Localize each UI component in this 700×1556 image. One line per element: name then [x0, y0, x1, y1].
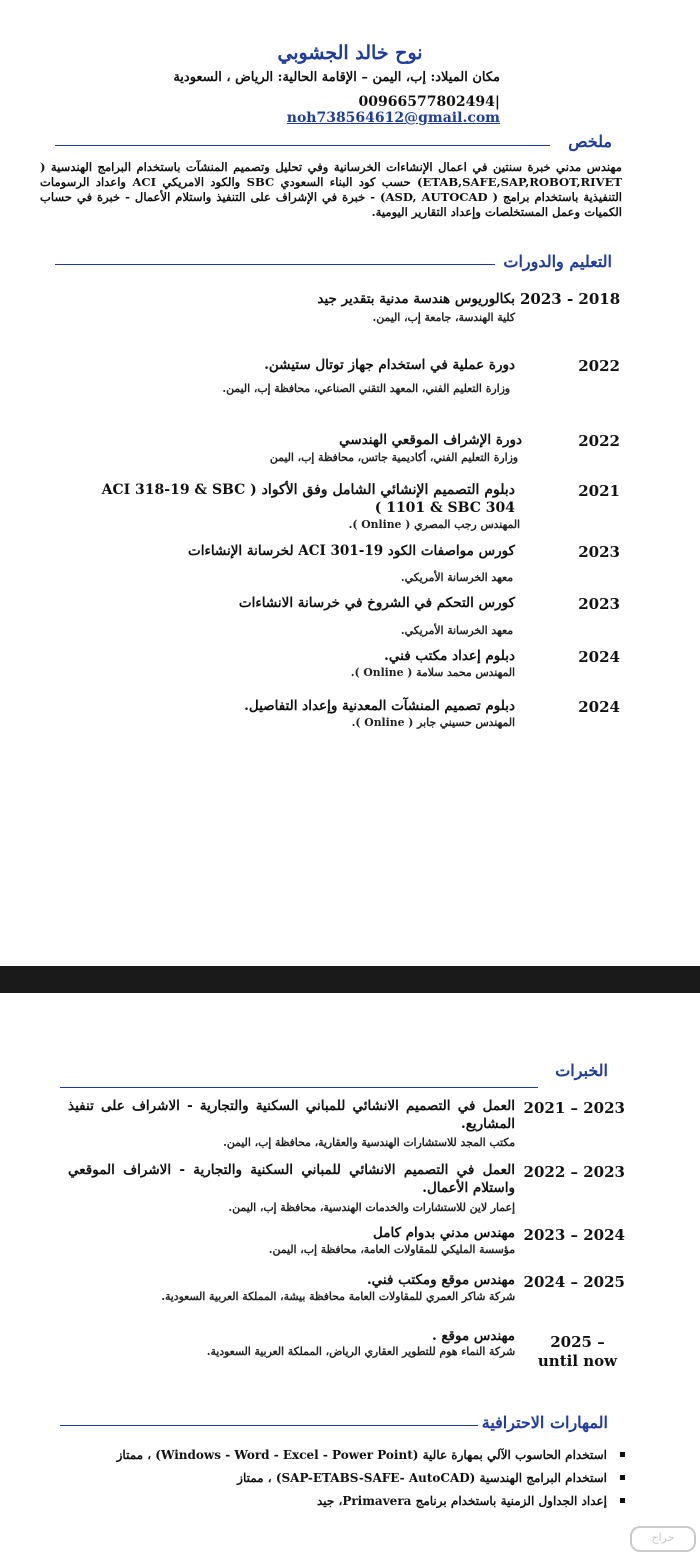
summary-heading: ملخص [568, 132, 612, 151]
skills-rule [60, 1425, 478, 1426]
edu-year: 2023 [578, 543, 620, 561]
edu-year: 2022 [578, 432, 620, 450]
exp-sub: شركة شاكر العمري للمقاولات العامة محافظة بيشة، المملكة العربية السعودية. [161, 1290, 515, 1303]
edu-year: 2024 [578, 648, 620, 666]
email-link[interactable]: noh738564612@gmail.com [286, 110, 500, 126]
exp-title: العمل في التصميم الانشائي للمباني السكنية والتجارية - الاشراف على تنفيذ المشاريع. [68, 1098, 515, 1132]
bullet-icon [620, 1498, 625, 1503]
contact-line [150, 94, 500, 126]
watermark-logo: حراج [630, 1526, 696, 1552]
edu-title: كورس مواصفات الكود ACI 301-19 لخرسانة الإنشاءات [188, 543, 515, 559]
experience-heading: الخبرات [555, 1061, 608, 1080]
bullet-icon [620, 1475, 625, 1480]
edu-title: دبلوم التصميم الإنشائي الشامل وفق الأكواد ( ACI 318-19 & SBC 1101 & SBC 304 ) [101, 482, 515, 516]
edu-sub: معهد الخرسانة الأمريكي. [400, 624, 513, 637]
exp-sub: مكتب المجد للاستشارات الهندسية والعقارية، محافظة إب، اليمن. [223, 1136, 515, 1149]
edu-sub: المهندس محمد سلامة ( Online ). [350, 666, 515, 679]
bullet-icon [620, 1452, 625, 1457]
edu-year: 2024 [578, 698, 620, 716]
exp-year: 2024 – 2025 [523, 1273, 625, 1291]
edu-year: 2023 [578, 595, 620, 613]
edu-title: دبلوم تصميم المنشآت المعدنية وإعداد التفاصيل. [244, 698, 515, 714]
edu-title: دبلوم إعداد مكتب فني. [384, 648, 515, 664]
exp-sub: شركة النماء هوم للتطوير العقاري الرياض، المملكة العربية السعودية. [206, 1345, 515, 1358]
skill-item: إعداد الجداول الزمنية باستخدام برنامج Primavera، جيد [80, 1494, 625, 1508]
exp-sub: إعمار لاين للاستشارات والخدمات الهندسية، محافظة إب، اليمن. [228, 1201, 515, 1214]
edu-sub: وزارة التعليم الفني، المعهد التقني الصناعي، محافظة إب، اليمن. [222, 382, 510, 395]
edu-title: بكالوريوس هندسة مدنية بتقدير جيد [317, 291, 515, 307]
skill-item: استخدام البرامج الهندسية (SAP-ETABS-SAFE- AutoCAD) ، ممتاز [80, 1471, 625, 1485]
education-rule [55, 264, 495, 265]
edu-title: كورس التحكم في الشروخ في خرسانة الانشاءات [238, 595, 515, 611]
summary-text: مهندس مدني خبرة سنتين في اعمال الإنشاءات الخرسانية وفي تحليل وتصميم المنشآت باستخدام البرامج الهندسية ( ETAB,SAFE,SAP,ROBOT,RIVET) حسب كود البناء السعودي SBC والكود الامريكي ACI واعداد الرسومات التنفيذية باستخدام برامج ( ASD, AUTOCAD) - خبرة في الإشراف على التنفيذ واستلام الأعمال - خبرة في حساب الكميات وعمل المستخلصات وإعداد التقارير اليومية. [40, 160, 623, 219]
edu-year: 2023 - 2018 [520, 290, 621, 308]
phone-number: 00966577802494| [358, 94, 500, 110]
exp-year: 2025 – until now [537, 1333, 618, 1370]
edu-year: 2022 [578, 357, 620, 375]
exp-title: مهندس موقع . [431, 1328, 515, 1344]
summary-rule [55, 145, 550, 146]
skill-item: استخدام الحاسوب الآلي بمهارة عالية (Windows - Word - Excel - Power Point) ، ممتاز [80, 1448, 625, 1462]
edu-title: دورة الإشراف الموقعي الهندسي [339, 432, 522, 448]
exp-title: مهندس موقع ومكتب فني. [366, 1272, 515, 1288]
location-line: مكان الميلاد: إب، اليمن – الإقامة الحالية: الرياض ، السعودية [173, 70, 500, 85]
edu-sub: كلية الهندسة، جامعة إب، اليمن. [372, 311, 515, 324]
edu-sub: معهد الخرسانة الأمريكي. [400, 571, 513, 584]
edu-title: دورة عملية في استخدام جهاز توتال ستيشن. [264, 357, 515, 373]
exp-sub: مؤسسة المليكي للمقاولات العامة، محافظة إب، اليمن. [268, 1243, 515, 1256]
edu-sub: وزارة التعليم الفني، أكاديمية جاتس، محافظة إب، اليمن [269, 451, 518, 464]
edu-sub: المهندس رجب المصري ( Online ). [348, 518, 520, 531]
exp-year: 2021 – 2023 [523, 1099, 625, 1117]
exp-title: مهندس مدني بدوام كامل [373, 1225, 515, 1241]
exp-year: 2023 – 2024 [523, 1226, 625, 1244]
exp-year: 2022 – 2023 [523, 1163, 625, 1181]
page-gap [0, 966, 700, 993]
experience-rule [60, 1087, 538, 1088]
edu-year: 2021 [578, 482, 620, 500]
skills-list [80, 1448, 625, 1517]
candidate-name: نوح خالد الجشوبي [277, 42, 423, 64]
exp-title: العمل في التصميم الانشائي للمباني السكنية والتجارية - الاشراف الموقعي واستلام الأعمال. [68, 1162, 515, 1196]
skills-heading: المهارات الاحترافية [481, 1413, 608, 1432]
edu-sub: المهندس حسيني جابر ( Online ). [351, 716, 515, 729]
education-heading: التعليم والدورات [503, 252, 612, 271]
